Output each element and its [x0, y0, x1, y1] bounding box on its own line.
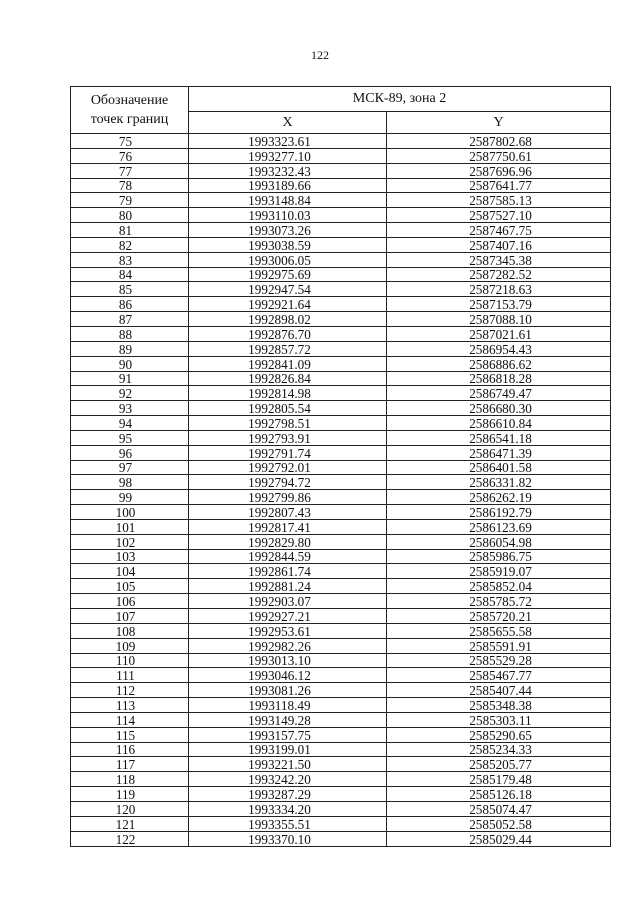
y-coordinate-cell: 2585529.28	[387, 653, 611, 668]
point-number-cell: 101	[71, 519, 189, 534]
y-coordinate-cell: 2585720.21	[387, 609, 611, 624]
point-number-cell: 98	[71, 475, 189, 490]
y-coordinate-cell: 2586401.58	[387, 460, 611, 475]
y-coordinate-cell: 2587527.10	[387, 208, 611, 223]
x-coordinate-cell: 1993242.20	[189, 772, 387, 787]
point-number-cell: 115	[71, 727, 189, 742]
point-number-cell: 111	[71, 668, 189, 683]
y-coordinate-cell: 2585986.75	[387, 549, 611, 564]
point-designation-header	[71, 87, 189, 134]
table-row	[71, 831, 611, 846]
x-coordinate-cell: 1992829.80	[189, 534, 387, 549]
point-number-cell: 103	[71, 549, 189, 564]
x-column-header: X	[189, 112, 387, 134]
y-coordinate-cell: 2587407.16	[387, 237, 611, 252]
table-row	[71, 801, 611, 816]
y-coordinate-cell: 2586541.18	[387, 430, 611, 445]
x-coordinate-cell: 1992826.84	[189, 371, 387, 386]
y-coordinate-cell: 2587585.13	[387, 193, 611, 208]
point-number-cell: 91	[71, 371, 189, 386]
x-coordinate-cell: 1992791.74	[189, 445, 387, 460]
coordinates-table	[70, 86, 611, 847]
y-coordinate-cell: 2586680.30	[387, 401, 611, 416]
table-row	[71, 698, 611, 713]
point-number-cell: 89	[71, 341, 189, 356]
x-coordinate-cell: 1992982.26	[189, 638, 387, 653]
table-row	[71, 683, 611, 698]
table-row	[71, 564, 611, 579]
point-number-cell: 84	[71, 267, 189, 282]
table-row	[71, 237, 611, 252]
point-number-cell: 76	[71, 148, 189, 163]
table-row	[71, 416, 611, 431]
table-row	[71, 519, 611, 534]
table-row	[71, 816, 611, 831]
y-coordinate-cell: 2586471.39	[387, 445, 611, 460]
y-coordinate-cell: 2587750.61	[387, 148, 611, 163]
point-number-cell: 100	[71, 505, 189, 520]
y-coordinate-cell: 2587696.96	[387, 163, 611, 178]
point-number-cell: 107	[71, 609, 189, 624]
x-coordinate-cell: 1993118.49	[189, 698, 387, 713]
x-coordinate-cell: 1993355.51	[189, 816, 387, 831]
point-number-cell: 75	[71, 134, 189, 149]
x-coordinate-cell: 1992921.64	[189, 297, 387, 312]
point-number-cell: 92	[71, 386, 189, 401]
x-coordinate-cell: 1993199.01	[189, 742, 387, 757]
point-number-cell: 77	[71, 163, 189, 178]
point-number-cell: 112	[71, 683, 189, 698]
table-row	[71, 341, 611, 356]
x-coordinate-cell: 1992881.24	[189, 579, 387, 594]
point-number-cell: 82	[71, 237, 189, 252]
point-number-cell: 83	[71, 252, 189, 267]
y-coordinate-cell: 2586192.79	[387, 505, 611, 520]
x-coordinate-cell: 1992857.72	[189, 341, 387, 356]
table-row	[71, 475, 611, 490]
x-coordinate-cell: 1993323.61	[189, 134, 387, 149]
table-row	[71, 163, 611, 178]
point-number-cell: 108	[71, 623, 189, 638]
x-coordinate-cell: 1993157.75	[189, 727, 387, 742]
y-coordinate-cell: 2585205.77	[387, 757, 611, 772]
y-coordinate-cell: 2586331.82	[387, 475, 611, 490]
point-number-cell: 110	[71, 653, 189, 668]
table-row	[71, 356, 611, 371]
table-row	[71, 609, 611, 624]
x-coordinate-cell: 1992927.21	[189, 609, 387, 624]
x-coordinate-cell: 1993334.20	[189, 801, 387, 816]
point-number-cell: 113	[71, 698, 189, 713]
point-number-cell: 95	[71, 430, 189, 445]
x-coordinate-cell: 1993232.43	[189, 163, 387, 178]
coordinate-system-header: МСК-89, зона 2	[189, 87, 611, 112]
table-row	[71, 430, 611, 445]
x-coordinate-cell: 1993038.59	[189, 237, 387, 252]
y-coordinate-cell: 2586123.69	[387, 519, 611, 534]
y-coordinate-cell: 2585126.18	[387, 787, 611, 802]
table-row	[71, 757, 611, 772]
y-coordinate-cell: 2587021.61	[387, 326, 611, 341]
point-number-cell: 80	[71, 208, 189, 223]
y-coordinate-cell: 2585852.04	[387, 579, 611, 594]
y-coordinate-cell: 2585074.47	[387, 801, 611, 816]
table-row	[71, 297, 611, 312]
y-coordinate-cell: 2586054.98	[387, 534, 611, 549]
x-coordinate-cell: 1993277.10	[189, 148, 387, 163]
table-row	[71, 727, 611, 742]
y-coordinate-cell: 2585290.65	[387, 727, 611, 742]
table-row	[71, 445, 611, 460]
table-row	[71, 787, 611, 802]
point-number-cell: 99	[71, 490, 189, 505]
y-coordinate-cell: 2585234.33	[387, 742, 611, 757]
table-row	[71, 623, 611, 638]
table-row	[71, 148, 611, 163]
x-coordinate-cell: 1992841.09	[189, 356, 387, 371]
table-row	[71, 490, 611, 505]
x-coordinate-cell: 1992844.59	[189, 549, 387, 564]
table-row	[71, 772, 611, 787]
y-coordinate-cell: 2587218.63	[387, 282, 611, 297]
point-number-cell: 105	[71, 579, 189, 594]
coordinates-table-wrapper	[70, 86, 611, 847]
y-coordinate-cell: 2585591.91	[387, 638, 611, 653]
y-coordinate-cell: 2586610.84	[387, 416, 611, 431]
y-coordinate-cell: 2585655.58	[387, 623, 611, 638]
y-coordinate-cell: 2587088.10	[387, 312, 611, 327]
table-row	[71, 282, 611, 297]
y-coordinate-cell: 2587282.52	[387, 267, 611, 282]
x-coordinate-cell: 1993221.50	[189, 757, 387, 772]
table-row	[71, 653, 611, 668]
x-coordinate-cell: 1992817.41	[189, 519, 387, 534]
table-row	[71, 742, 611, 757]
point-number-cell: 81	[71, 223, 189, 238]
table-row	[71, 668, 611, 683]
x-coordinate-cell: 1992898.02	[189, 312, 387, 327]
point-designation-header-line2: точек границ	[90, 112, 169, 127]
table-row	[71, 178, 611, 193]
x-coordinate-cell: 1992807.43	[189, 505, 387, 520]
point-number-cell: 78	[71, 178, 189, 193]
table-row	[71, 712, 611, 727]
x-coordinate-cell: 1993073.26	[189, 223, 387, 238]
x-coordinate-cell: 1993081.26	[189, 683, 387, 698]
point-number-cell: 94	[71, 416, 189, 431]
table-row	[71, 401, 611, 416]
table-row	[71, 371, 611, 386]
y-coordinate-cell: 2587345.38	[387, 252, 611, 267]
x-coordinate-cell: 1993189.66	[189, 178, 387, 193]
point-number-cell: 96	[71, 445, 189, 460]
point-number-cell: 122	[71, 831, 189, 846]
x-coordinate-cell: 1992792.01	[189, 460, 387, 475]
x-coordinate-cell: 1992793.91	[189, 430, 387, 445]
x-coordinate-cell: 1992814.98	[189, 386, 387, 401]
x-coordinate-cell: 1993110.03	[189, 208, 387, 223]
table-row	[71, 638, 611, 653]
x-coordinate-cell: 1993006.05	[189, 252, 387, 267]
y-coordinate-cell: 2585467.77	[387, 668, 611, 683]
x-coordinate-cell: 1992794.72	[189, 475, 387, 490]
table-row	[71, 223, 611, 238]
table-row	[71, 252, 611, 267]
point-number-cell: 93	[71, 401, 189, 416]
point-number-cell: 90	[71, 356, 189, 371]
x-coordinate-cell: 1993046.12	[189, 668, 387, 683]
y-coordinate-cell: 2586954.43	[387, 341, 611, 356]
y-coordinate-cell: 2587467.75	[387, 223, 611, 238]
x-coordinate-cell: 1992947.54	[189, 282, 387, 297]
y-coordinate-cell: 2585303.11	[387, 712, 611, 727]
y-coordinate-cell: 2585785.72	[387, 594, 611, 609]
x-coordinate-cell: 1993148.84	[189, 193, 387, 208]
x-coordinate-cell: 1992876.70	[189, 326, 387, 341]
table-row	[71, 326, 611, 341]
table-body	[71, 134, 611, 847]
point-designation-header-line1: Обозначение	[90, 93, 169, 108]
table-row	[71, 594, 611, 609]
y-coordinate-cell: 2585029.44	[387, 831, 611, 846]
y-coordinate-cell: 2587153.79	[387, 297, 611, 312]
table-row	[71, 505, 611, 520]
table-row	[71, 267, 611, 282]
page-number: 122	[311, 48, 329, 62]
table-row	[71, 386, 611, 401]
x-coordinate-cell: 1992953.61	[189, 623, 387, 638]
table-row	[71, 460, 611, 475]
point-number-cell: 118	[71, 772, 189, 787]
table-row	[71, 208, 611, 223]
y-coordinate-cell: 2585919.07	[387, 564, 611, 579]
point-number-cell: 121	[71, 816, 189, 831]
x-coordinate-cell: 1992799.86	[189, 490, 387, 505]
table-row	[71, 534, 611, 549]
x-coordinate-cell: 1993287.29	[189, 787, 387, 802]
table-row	[71, 312, 611, 327]
x-coordinate-cell: 1992861.74	[189, 564, 387, 579]
point-number-cell: 88	[71, 326, 189, 341]
table-row	[71, 193, 611, 208]
point-number-cell: 114	[71, 712, 189, 727]
point-number-cell: 102	[71, 534, 189, 549]
y-column-header: Y	[387, 112, 611, 134]
y-coordinate-cell: 2587641.77	[387, 178, 611, 193]
point-number-cell: 117	[71, 757, 189, 772]
y-coordinate-cell: 2585052.58	[387, 816, 611, 831]
y-coordinate-cell: 2586818.28	[387, 371, 611, 386]
point-number-cell: 97	[71, 460, 189, 475]
y-coordinate-cell: 2586749.47	[387, 386, 611, 401]
x-coordinate-cell: 1992903.07	[189, 594, 387, 609]
table-row	[71, 579, 611, 594]
x-coordinate-cell: 1992805.54	[189, 401, 387, 416]
y-coordinate-cell: 2585348.38	[387, 698, 611, 713]
point-number-cell: 109	[71, 638, 189, 653]
point-number-cell: 85	[71, 282, 189, 297]
point-number-cell: 104	[71, 564, 189, 579]
y-coordinate-cell: 2587802.68	[387, 134, 611, 149]
y-coordinate-cell: 2586262.19	[387, 490, 611, 505]
point-number-cell: 120	[71, 801, 189, 816]
point-number-cell: 79	[71, 193, 189, 208]
table-row	[71, 549, 611, 564]
x-coordinate-cell: 1993013.10	[189, 653, 387, 668]
y-coordinate-cell: 2585407.44	[387, 683, 611, 698]
y-coordinate-cell: 2586886.62	[387, 356, 611, 371]
point-number-cell: 119	[71, 787, 189, 802]
point-number-cell: 116	[71, 742, 189, 757]
point-number-cell: 86	[71, 297, 189, 312]
table-row	[71, 134, 611, 149]
x-coordinate-cell: 1993149.28	[189, 712, 387, 727]
x-coordinate-cell: 1992798.51	[189, 416, 387, 431]
point-number-cell: 106	[71, 594, 189, 609]
y-coordinate-cell: 2585179.48	[387, 772, 611, 787]
point-number-cell: 87	[71, 312, 189, 327]
x-coordinate-cell: 1992975.69	[189, 267, 387, 282]
x-coordinate-cell: 1993370.10	[189, 831, 387, 846]
